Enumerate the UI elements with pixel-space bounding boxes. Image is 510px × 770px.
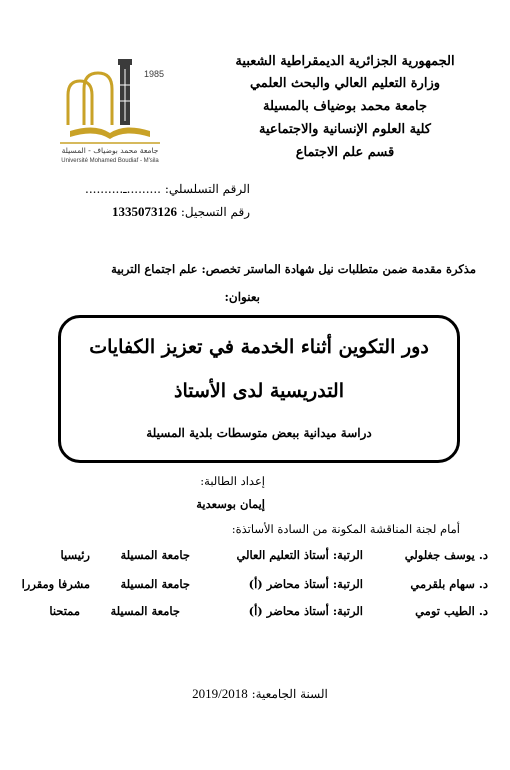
member-university: جامعة المسيلة xyxy=(120,548,190,562)
member-rank: الرتبة: أستاذ محاضر (أ) xyxy=(248,577,363,591)
university-logo-icon xyxy=(40,55,180,165)
thesis-title-line2: التدريسية لدى الأستاذ xyxy=(174,380,344,402)
header-university: جامعة محمد بوضياف بالمسيلة xyxy=(262,99,428,114)
title-box xyxy=(58,315,460,463)
registration-row xyxy=(40,204,250,220)
member-name: د. يوسف جغلولي xyxy=(404,548,488,562)
student-label: إعداد الطالبة: xyxy=(200,474,265,488)
academic-year-label: السنة الجامعية: xyxy=(251,687,328,701)
serial-number-row xyxy=(40,182,250,196)
member-role: ممتحنا xyxy=(49,604,80,618)
header-department: قسم علم الاجتماع xyxy=(295,145,395,160)
member-role: مشرفا ومقررا xyxy=(21,577,90,591)
student-name: إيمان بوسعدية xyxy=(196,497,265,511)
academic-year xyxy=(150,686,370,702)
member-university: جامعة المسيلة xyxy=(110,604,180,618)
member-name: د. الطيب تومي xyxy=(415,604,488,618)
thesis-subtitle: دراسة ميدانية ببعض متوسطات بلدية المسيلة xyxy=(146,426,372,440)
logo-name-fr: Université Mohamed Boudiaf - M'sila xyxy=(61,158,159,164)
registration-label: رقم التسجيل: xyxy=(180,205,250,219)
committee-intro: أمام لجنة المناقشة المكونة من السادة الأساتذة: xyxy=(231,522,460,536)
university-logo xyxy=(40,55,180,165)
registration-value: 1335073126 xyxy=(112,204,178,219)
member-university: جامعة المسيلة xyxy=(120,577,190,591)
academic-year-value: 2019/2018 xyxy=(192,686,248,701)
logo-year: 1985 xyxy=(144,69,165,79)
header-republic: الجمهورية الجزائرية الديمقراطية الشعبية xyxy=(235,54,455,69)
header-ministry: وزارة التعليم العالي والبحث العلمي xyxy=(249,76,441,91)
member-rank: الرتبة: أستاذ التعليم العالي xyxy=(236,548,363,562)
title-label: بعنوان: xyxy=(224,290,260,304)
header-faculty: كلية العلوم الإنسانية والاجتماعية xyxy=(259,122,431,137)
thesis-intro: مذكرة مقدمة ضمن متطلبات نيل شهادة الماستر تخصص: علم اجتماع التربية xyxy=(111,262,476,276)
logo-name-ar: جامعة محمد بوضياف - المسيلة xyxy=(61,146,159,155)
serial-value: .........ـ.......... xyxy=(85,182,161,196)
member-name: د. سهام بلقرمي xyxy=(410,577,488,591)
serial-label: الرقم التسلسلي: xyxy=(164,182,250,196)
member-role: رئيسيا xyxy=(60,548,90,562)
member-rank: الرتبة: أستاذ محاضر (أ) xyxy=(248,604,363,618)
thesis-title-line1: دور التكوين أثناء الخدمة في تعزيز الكفايات xyxy=(89,336,429,358)
